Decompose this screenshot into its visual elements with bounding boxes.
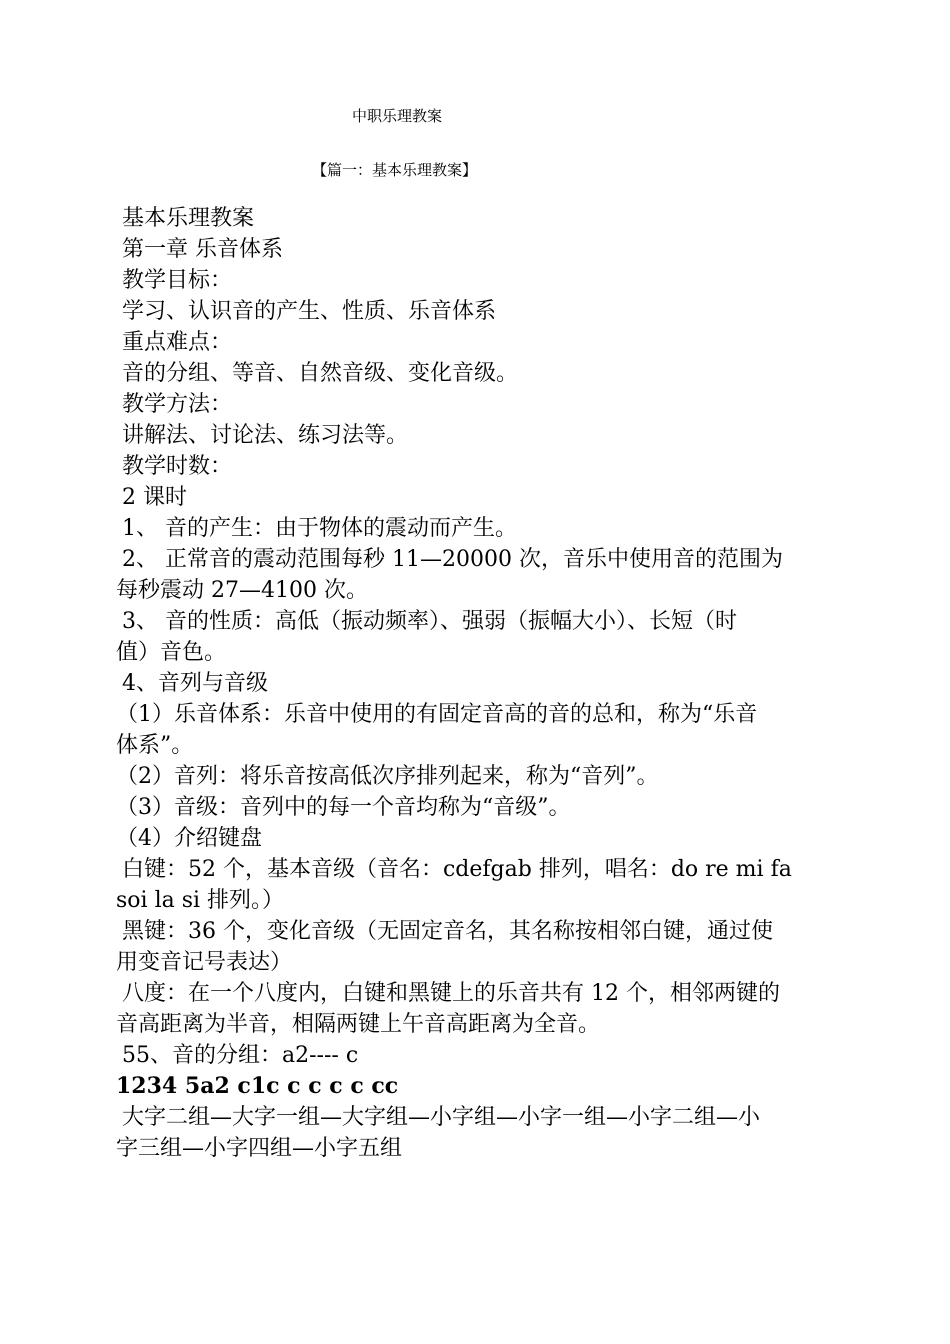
text-line: 值）音色。	[116, 640, 227, 665]
text-line: 2、 正常音的震动范围每秒 11—20000 次，音乐中使用音的范围为	[122, 547, 783, 572]
text-line: 黑键：36 个，变化音级（无固定音名，其名称按相邻白键，通过使	[122, 919, 773, 944]
text-line: 基本乐理教案	[122, 206, 255, 231]
text-line: 教学目标：	[122, 268, 233, 293]
text-line: 第一章 乐音体系	[122, 237, 283, 262]
text-line: soi la si 排列。）	[116, 888, 285, 913]
text-line: 体系”。	[116, 733, 194, 758]
text-line: 白键：52 个，基本音级（音名：cdefgab 排列，唱名：do re mi fa	[122, 857, 792, 882]
text-line: 2 课时	[122, 485, 187, 510]
text-line: 大字二组—大字一组—大字组—小字组—小字一组—小字二组—小	[122, 1105, 761, 1130]
document-body	[116, 203, 836, 1164]
text-line: 每秒震动 27—4100 次。	[116, 578, 368, 603]
text-line: （3）音级：音列中的每一个音均称为“音级”。	[116, 795, 571, 820]
text-line: 用变音记号表达）	[116, 950, 293, 975]
text-line: 1234 5a2 c1c c c c c cc	[116, 1073, 399, 1099]
text-line: 讲解法、讨论法、练习法等。	[122, 423, 409, 448]
text-line: （4）介绍键盘	[116, 826, 262, 851]
text-line: （2）音列：将乐音按高低次序排列起来，称为“音列”。	[116, 764, 659, 789]
text-line: 学习、认识音的产生、性质、乐音体系	[122, 299, 497, 324]
text-line: 八度：在一个八度内，白键和黑键上的乐音共有 12 个，相邻两键的	[122, 981, 780, 1006]
text-line: 音高距离为半音，相隔两键上午音高距离为全音。	[116, 1012, 601, 1037]
document-title: 中职乐理教案	[352, 107, 443, 125]
text-line: 音的分组、等音、自然音级、变化音级。	[122, 361, 519, 386]
document-subtitle: 【篇一：基本乐理教案】	[312, 161, 478, 179]
text-line: 教学方法：	[122, 392, 233, 417]
text-line: 4、音列与音级	[122, 671, 268, 696]
text-line: （1）乐音体系：乐音中使用的有固定音高的音的总和，称为“乐音	[116, 702, 758, 727]
text-line: 字三组—小字四组—小字五组	[116, 1136, 403, 1161]
text-line: 重点难点：	[122, 330, 233, 355]
text-line: 55、音的分组：a2---- c	[122, 1043, 359, 1068]
text-line: 3、 音的性质：高低（振动频率）、强弱（振幅大小）、长短（时	[122, 609, 737, 634]
text-line: 教学时数：	[122, 454, 233, 479]
text-line: 1、 音的产生：由于物体的震动而产生。	[122, 516, 517, 541]
